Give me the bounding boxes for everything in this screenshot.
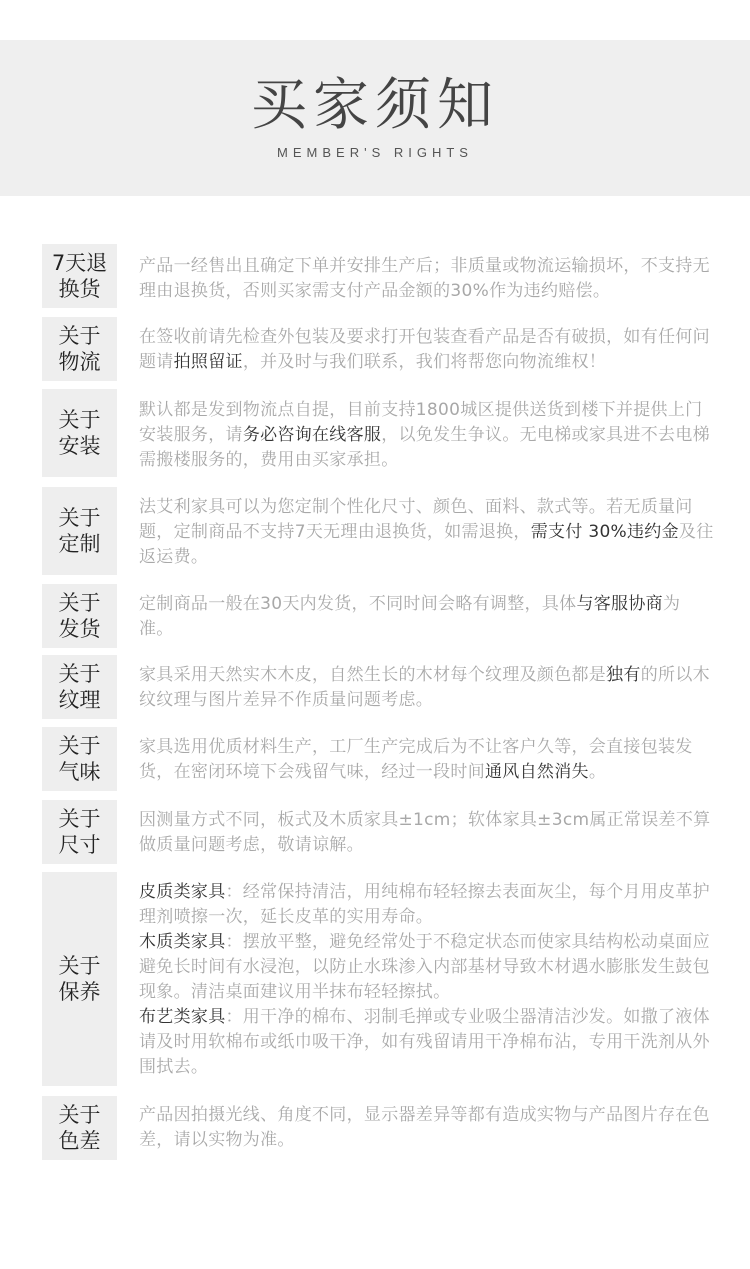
section-label-line: 定制 <box>58 532 101 556</box>
body-text: 为准。 <box>139 594 681 639</box>
section-label-line: 保养 <box>58 980 101 1004</box>
highlight-text: 皮质类家具 <box>139 882 226 902</box>
section-text <box>139 663 714 713</box>
body-text: ，并及时与我们联系，我们将帮您向物流维权！ <box>242 352 607 372</box>
section-label-line: 安装 <box>58 434 101 458</box>
section-text <box>139 592 714 642</box>
body-text: 。 <box>588 762 607 782</box>
section-label <box>42 317 117 381</box>
section-label-line: 关于 <box>58 506 101 530</box>
body-text: 家具采用天然实木木皮，自然生长的木材每个纹理及颜色都是 <box>139 665 607 685</box>
section-label-line: 7天退 <box>51 251 108 275</box>
body-text: 家具选用优质材料生产，工厂生产完成后为不让客户久等，会直接包装发货，在密闭环境下会残留气味，经过一段时间 <box>139 737 693 782</box>
section-label-line: 关于 <box>58 954 101 978</box>
body-text: 产品一经售出且确定下单并安排生产后；非质量或物流运输损坏，不支持无理由退换货，否则买家需支付产品金额的30%作为违约赔偿。 <box>139 256 710 301</box>
section-label <box>42 655 117 719</box>
section-label-line: 关于 <box>58 591 101 615</box>
section-label-line: 尺寸 <box>58 833 101 857</box>
body-text: 定制商品一般在30天内发货，不同时间会略有调整，具体 <box>139 594 577 614</box>
body-text: ：经常保持清洁，用纯棉布轻轻擦去表面灰尘，每个月用皮革护理剂喷擦一次，延长皮革的实用寿命。 <box>139 882 710 927</box>
section-label-line: 关于 <box>58 807 101 831</box>
section-label-line: 物流 <box>58 350 101 374</box>
section-label-line: 换货 <box>58 277 101 301</box>
section-label <box>42 727 117 791</box>
section-text <box>139 735 714 785</box>
section-label-line: 发货 <box>58 617 101 641</box>
body-text: ，以免发生争议。无电梯或家具进不去电梯需搬楼服务的，费用由买家承担。 <box>139 425 710 470</box>
body-text: ：摆放平整，避免经常处于不稳定状态而使家具结构松动桌面应避免长时间有水浸泡，以防止水珠渗入内部基材导致木材遇水膨胀发生鼓包现象。清洁桌面建议用半抹布轻轻擦拭。 <box>139 932 710 1002</box>
page-subtitle: MEMBER'S RIGHTS <box>277 145 473 160</box>
section-text <box>139 808 714 858</box>
section-label <box>42 872 117 1086</box>
body-text: ：用干净的棉布、羽制毛掸或专业吸尘器清洁沙发。如撒了液体请及时用软棉布或纸巾吸干净，如有残留请用干净棉布沾，专用干洗剂从外围拭去。 <box>139 1007 710 1077</box>
body-text: 产品因拍摄光线、角度不同，显示器差异等都有造成实物与产品图片存在色差，请以实物为准。 <box>139 1105 710 1150</box>
section-text <box>139 880 714 1080</box>
page-title: 买家须知 <box>251 73 499 138</box>
section-text <box>139 398 714 473</box>
body-text: 因测量方式不同，板式及木质家具±1cm；软体家具±3cm属正常误差不算做质量问题考虑，敬请谅解。 <box>139 810 711 855</box>
body-text: 默认都是发到物流点自提，目前支持1800城区提供送货到楼下并提供上门安装服务，请 <box>139 400 703 445</box>
section-label-line: 气味 <box>58 760 101 784</box>
body-text: 在签收前请先检查外包装及要求打开包装查看产品是否有破损，如有任何问题请 <box>139 327 710 372</box>
section-label-line: 关于 <box>58 324 101 348</box>
body-text: 及往返运费。 <box>139 522 714 567</box>
section-label-line: 纹理 <box>58 688 101 712</box>
body-text: 的所以木纹纹理与图片差异不作质量问题考虑。 <box>139 665 710 710</box>
section-label <box>42 800 117 864</box>
section-label-line: 关于 <box>58 734 101 758</box>
body-text: 法艾利家具可以为您定制个性化尺寸、颜色、面料、款式等。若无质量问题，定制商品不支持7天无理由退换货，如需退换， <box>139 497 693 542</box>
section-text <box>139 325 714 375</box>
highlight-text: 务必咨询在线客服 <box>242 425 382 445</box>
section-label-line: 关于 <box>58 1103 101 1127</box>
highlight-text: 需支付 30%违约金 <box>530 522 679 542</box>
section-text <box>139 1103 714 1153</box>
section-text <box>139 495 714 570</box>
section-label <box>42 584 117 648</box>
section-label <box>42 244 117 308</box>
highlight-text: 通风自然消失 <box>485 762 589 782</box>
section-label-line: 色差 <box>58 1129 101 1153</box>
highlight-text: 布艺类家具 <box>139 1007 226 1027</box>
section-text <box>139 254 714 304</box>
highlight-text: 木质类家具 <box>139 932 226 952</box>
highlight-text: 独有 <box>606 665 641 685</box>
highlight-text: 拍照留证 <box>173 352 243 372</box>
section-label <box>42 389 117 477</box>
highlight-text: 与客服协商 <box>576 594 663 614</box>
section-label <box>42 1096 117 1160</box>
section-label-line: 关于 <box>58 662 101 686</box>
section-label <box>42 487 117 575</box>
section-label-line: 关于 <box>58 408 101 432</box>
